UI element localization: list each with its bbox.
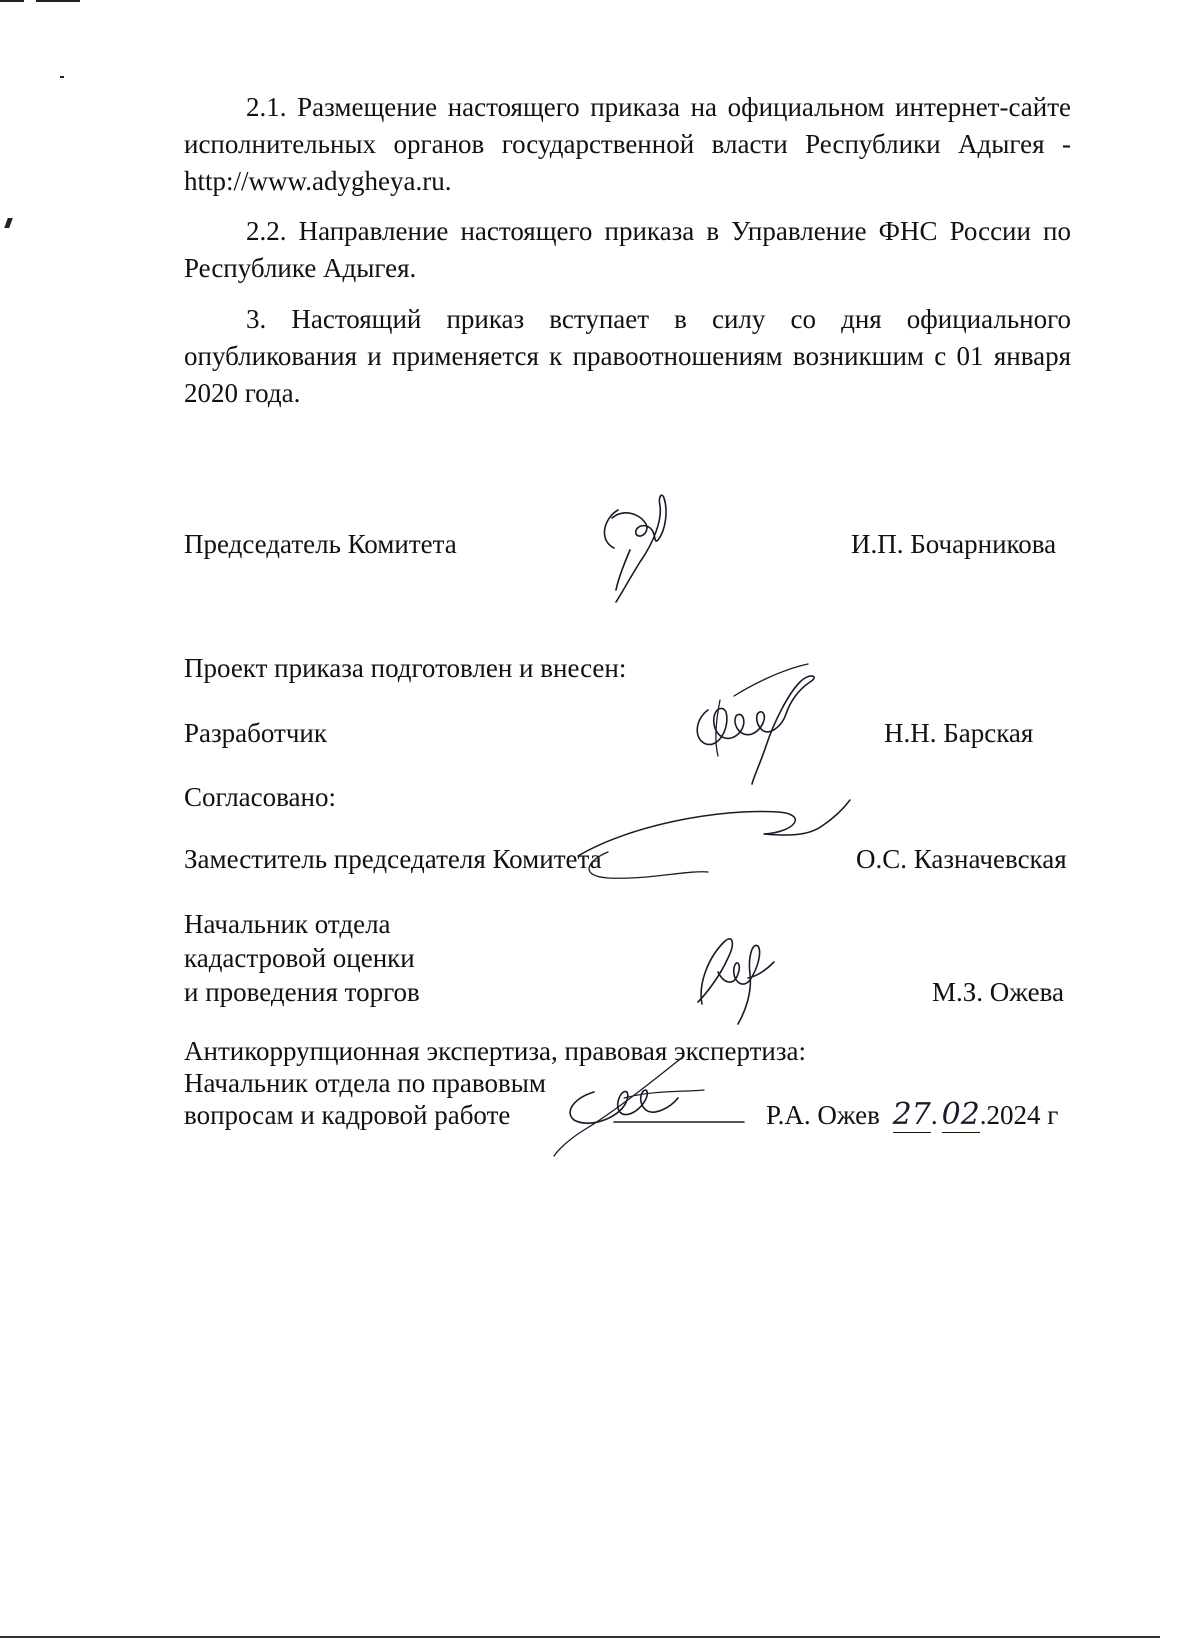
chairman-signature [596,490,686,610]
paragraph-2-2: 2.2. Направление настоящего приказа в Управление ФНС России по Республике Адыгея. [184,216,1071,283]
cadastral-head-position-line-1: Начальник отдела [184,909,391,939]
paragraph-3: 3. Настоящий приказ вступает в силу со дня официального опубликования и применяется к правоотношениям возникшим с 01 января 2020 года. [184,304,1071,408]
deputy-name: О.С. Казначевская [856,844,1067,874]
date-month-field [942,1098,980,1133]
developer-name: Н.Н. Барская [884,718,1034,748]
legal-head-signature [554,1050,754,1160]
paragraph-2-1: 2.1. Размещение настоящего приказа на официальном интернет-сайте исполнительных органов государственной власти Республики Адыгея - http://www.adygheya.ru. [184,92,1071,196]
cadastral-head-position-line-2: кадастровой оценки [184,943,415,973]
chairman-position: Председатель Комитета [184,529,457,559]
scan-mark [36,0,80,2]
date-month-handwritten: 02 [941,1097,980,1132]
project-note: Проект приказа подготовлен и внесен: [184,653,627,683]
legal-head-position-line-1: Начальник отдела по правовым [184,1068,546,1098]
cadastral-head-position-line-3: и проведения торгов [184,977,420,1007]
date-separator: . [979,1100,987,1130]
agreed-label: Согласовано: [184,782,336,812]
date-separator: . [930,1100,938,1130]
deputy-signature [568,796,858,896]
date-year: 2024 г [986,1100,1059,1130]
date-day-handwritten: 27 [892,1097,931,1132]
legal-head-name: Р.А. Ожев [766,1100,880,1130]
legal-head-name-date [766,1098,1058,1133]
deputy-position: Заместитель председателя Комитета [184,844,602,874]
developer-position: Разработчик [184,718,327,748]
date-day-field [893,1098,931,1133]
developer-signature [690,660,830,790]
expertise-label: Антикоррупционная экспертиза, правовая экспертиза: [184,1036,807,1066]
cadastral-head-name: М.З. Ожева [932,977,1064,1007]
scan-speck [60,76,64,78]
legal-head-position-line-2: вопросам и кадровой работе [184,1100,511,1130]
scan-speck [4,218,13,228]
cadastral-head-signature [688,928,788,1028]
chairman-name: И.П. Бочарникова [851,529,1057,559]
bottom-edge-rule [0,1636,1160,1638]
scan-mark [0,0,24,2]
